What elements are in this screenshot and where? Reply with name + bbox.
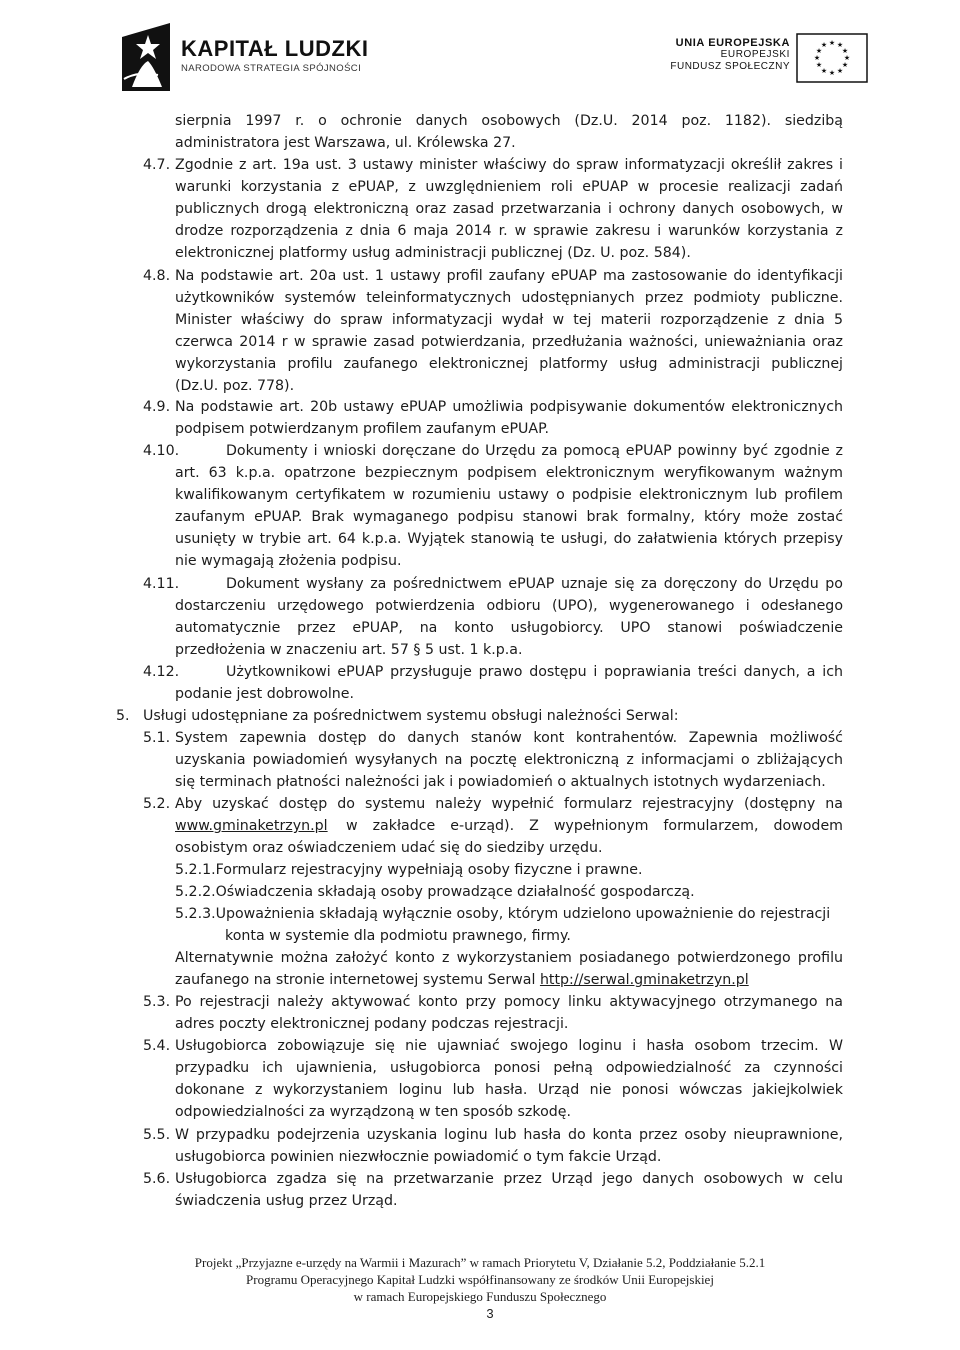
- footer-line-1: Projekt „Przyjazne e-urzędy na Warmii i Mazurach” w ramach Priorytetu V, Działanie 5.2, Poddziałanie 5.2.1: [194, 1255, 766, 1270]
- point-4-12-number: 4.12.: [143, 664, 180, 680]
- point-4-11-line: Dokument wysłany za pośrednictwem ePUAP uznaje się za doręczony do Urzędu po: [226, 576, 843, 592]
- kapital-ludzki-logo: [118, 17, 418, 97]
- point-5-4-line: odpowiedzialności za wyrządzoną w ten sposób szkodę.: [175, 1104, 571, 1120]
- point-4-10-line: Dokumenty i wnioski doręczane do Urzędu za pomocą ePUAP powinny być zgodnie z: [226, 443, 843, 459]
- point-5-2-line: w zakładce e-urząd). Z wypełnionym formularzem, dowodem: [346, 818, 843, 834]
- point-5-2-line: Aby uzyskać dostęp do systemu należy wypełnić formularz rejestracyjny (dostępny na: [175, 796, 843, 812]
- point-4-7-line: Zgodnie z art. 19a ust. 3 ustawy minister właściwy do spraw informatyzacji określił zakres i: [175, 157, 843, 173]
- point-5-4-line: dokonane z wykorzystaniem loginu lub hasła. Urząd nie ponosi wówczas jakiejkolwiek: [175, 1082, 843, 1098]
- point-4-8-number: 4.8.: [143, 268, 171, 284]
- point-4-7-line: drodze rozporządzenia z dnia 6 maja 2014 r. w sprawie zakresu i warunków korzystania z: [175, 223, 843, 239]
- eu-line-2: EUROPEJSKI: [720, 49, 790, 60]
- page-number: 3: [486, 1306, 494, 1321]
- point-4-7-line: warunki korzystania z ePUAP, z uwzględnieniem roli ePUAP w procesie realizacji zadań: [175, 179, 843, 195]
- eu-line-1: UNIA EUROPEJSKA: [675, 37, 790, 49]
- intro-line-1: sierpnia 1997 r. o ochronie danych osobowych (Dz.U. 2014 poz. 1182). siedzibą: [175, 113, 843, 129]
- point-5-2-1: 5.2.1.Formularz rejestracyjny wypełniają osoby fizyczne i prawne.: [175, 862, 643, 878]
- serwal-link[interactable]: http://serwal.gminaketrzyn.pl: [539, 972, 749, 988]
- logo-title: KAPITAŁ LUDZKI: [181, 36, 369, 61]
- point-4-11-line: automatycznie przez ePUAP, na konto usługobiorcy. UPO stanowi poświadczenie: [175, 620, 843, 636]
- point-4-10-number: 4.10.: [143, 443, 180, 459]
- point-4-12-line: Użytkownikowi ePUAP przysługuje prawo dostępu i poprawiania treści danych, a ich: [226, 664, 843, 680]
- kapital-ludzki-emblem-icon: [118, 17, 174, 95]
- point-5-2-link[interactable]: [175, 815, 328, 837]
- intro-line-2: administratora jest Warszawa, ul. Królewska 27.: [175, 135, 516, 151]
- point-5-5-line: usługobiorca powinien niezwłocznie powiadomić o tym fakcie Urząd.: [175, 1149, 662, 1165]
- svg-text:★: ★: [828, 69, 836, 77]
- svg-text:★: ★: [841, 47, 849, 55]
- svg-text:★: ★: [815, 47, 823, 55]
- point-5-2-number: 5.2.: [143, 796, 171, 812]
- point-5-1-line: się terminach płatności należności jak i powiadomień o aktualnych istotnych wydarzeniach.: [175, 774, 826, 790]
- svg-text:★: ★: [828, 39, 836, 47]
- point-5-2-3-line: 5.2.3.Upoważnienia składają wyłącznie osoby, którym udzielono upoważnienie do rejestracji: [175, 906, 831, 922]
- point-4-7-number: 4.7.: [143, 157, 171, 173]
- point-4-10-line: art. 63 k.p.a. opatrzone bezpiecznym podpisem elektronicznym weryfikowanym ważnym: [175, 465, 843, 481]
- point-5-2-3-line: konta w systemie dla podmiotu prawnego, firmy.: [225, 928, 571, 944]
- point-4-9-line: Na podstawie art. 20b ustawy ePUAP umożliwia podpisywanie dokumentów elektronicznych: [175, 399, 843, 415]
- point-5-2-line: osobistym oraz oświadczeniem udać się do siedziby urzędu.: [175, 840, 603, 856]
- logo-subtitle: NARODOWA STRATEGIA SPÓJNOŚCI: [181, 63, 362, 74]
- svg-text:★: ★: [836, 41, 844, 49]
- point-4-9-number: 4.9.: [143, 399, 171, 415]
- point-4-8-line: Minister właściwy do spraw informatyzacji wydał w tej materii rozporządzenie z dnia 5: [175, 312, 843, 328]
- point-5-4-number: 5.4.: [143, 1038, 171, 1054]
- point-4-11-line: dostarczeniu urzędowego potwierdzenia odbioru (UPO), wygenerowanego i odesłanego: [175, 598, 843, 614]
- alternative-line: [175, 969, 749, 991]
- point-5-3-line: adres poczty elektronicznej podany podczas rejestracji.: [175, 1016, 569, 1032]
- footer-line-2: Programu Operacyjnego Kapitał Ludzki współfinansowany ze środków Unii Europejskiej: [246, 1272, 714, 1287]
- point-5-6-line: świadczenia usług przez Urząd.: [175, 1193, 398, 1209]
- point-5-6-number: 5.6.: [143, 1171, 171, 1187]
- point-5-6-line: Usługobiorca zgadza się na przetwarzanie przez Urząd jego danych osobowych w celu: [175, 1171, 843, 1187]
- svg-text:★: ★: [836, 67, 844, 75]
- point-5-4-line: Usługobiorca zobowiązuje się nie ujawniać swojego loginu i hasła osobom trzecim. W: [175, 1038, 843, 1054]
- point-4-8-line: (Dz.U. poz. 778).: [175, 378, 295, 394]
- svg-text:★: ★: [841, 61, 849, 69]
- eu-logo: [628, 33, 868, 88]
- point-4-8-line: wykorzystania profilu zaufanego elektronicznej platformy usług administracji publicznej: [175, 356, 843, 372]
- point-4-8-line: czerwca 2014 r w sprawie zasad potwierdzania, przedłużania ważności, unieważniania oraz: [175, 334, 843, 350]
- point-4-10-line: kwalifikowanym certyfikatem w rozumieniu ustawy o podpisie elektronicznym lub profilem: [175, 487, 843, 503]
- point-4-8-line: użytkowników systemów teleinformatycznych udostępnianych przez podmioty publiczne.: [175, 290, 843, 306]
- point-4-10-line: nie wymagają złożenia podpisu.: [175, 553, 402, 569]
- svg-text:★: ★: [815, 61, 823, 69]
- point-5-3-line: Po rejestracji należy aktywować konto przy pomocy linku aktywacyjnego otrzymanego na: [175, 994, 843, 1010]
- point-4-9-line: podpisem potwierdzanym profilem zaufanym ePUAP.: [175, 421, 549, 437]
- footer-line-3: w ramach Europejskiego Funduszu Społecznego: [353, 1289, 607, 1304]
- gminaketrzyn-link[interactable]: www.gminaketrzyn.pl: [175, 818, 328, 834]
- section-5-number: 5.: [116, 708, 130, 724]
- point-4-8-line: Na podstawie art. 20a ust. 1 ustawy profil zaufany ePUAP ma zastosowanie do identyfikacji: [175, 268, 843, 284]
- point-5-3-number: 5.3.: [143, 994, 171, 1010]
- section-5-title: Usługi udostępniane za pośrednictwem systemu obsługi należności Serwal:: [143, 708, 679, 724]
- eu-flag-icon: [796, 33, 868, 83]
- svg-text:★: ★: [820, 41, 828, 49]
- point-4-11-line: przedłożenia w znaczeniu art. 57 § 5 ust. 1 k.p.a.: [175, 642, 523, 658]
- alternative-line: Alternatywnie można założyć konto z wykorzystaniem posiadanego potwierdzonego profilu: [175, 950, 843, 966]
- point-4-7-line: elektronicznej platformy usług administracji publicznej (Dz. U. poz. 584).: [175, 245, 691, 261]
- point-5-2-2: 5.2.2.Oświadczenia składają osoby prowadzące działalność gospodarczą.: [175, 884, 695, 900]
- alternative-text: zaufanego na stronie internetowej systemu Serwal: [175, 972, 536, 988]
- point-5-1-number: 5.1.: [143, 730, 171, 746]
- point-5-5-line: W przypadku podejrzenia uzyskania loginu lub hasła do konta przez osoby nieuprawnione,: [175, 1127, 843, 1143]
- point-5-1-line: uzyskania powiadomień wysyłanych na pocztę elektroniczną z informacjami o zbliżających: [175, 752, 843, 768]
- point-4-12-line: podanie jest dobrowolne.: [175, 686, 355, 702]
- eu-line-3: FUNDUSZ SPOŁECZNY: [670, 61, 790, 72]
- point-5-5-number: 5.5.: [143, 1127, 171, 1143]
- point-5-4-line: przypadku ich ujawnienia, usługobiorca ponosi pełną odpowiedzialność za czynności: [175, 1060, 843, 1076]
- point-4-10-line: zaufanym ePUAP. Brak wymaganego podpisu stanowi brak formalny, który może zostać: [175, 509, 843, 525]
- point-5-1-line: System zapewnia dostęp do danych stanów kont kontrahentów. Zapewnia możliwość: [175, 730, 843, 746]
- svg-text:★: ★: [813, 54, 821, 62]
- svg-text:★: ★: [820, 67, 828, 75]
- point-4-7-line: publicznych drogą elektroniczną oraz zasad przetwarzania i ochrony danych osobowych, w: [175, 201, 843, 217]
- point-4-11-number: 4.11.: [143, 576, 180, 592]
- svg-text:★: ★: [843, 54, 851, 62]
- point-4-10-line: usunięty w trybie art. 64 k.p.a. Wyjątek stanowią te usługi, do załatwienia których przepisy: [175, 531, 843, 547]
